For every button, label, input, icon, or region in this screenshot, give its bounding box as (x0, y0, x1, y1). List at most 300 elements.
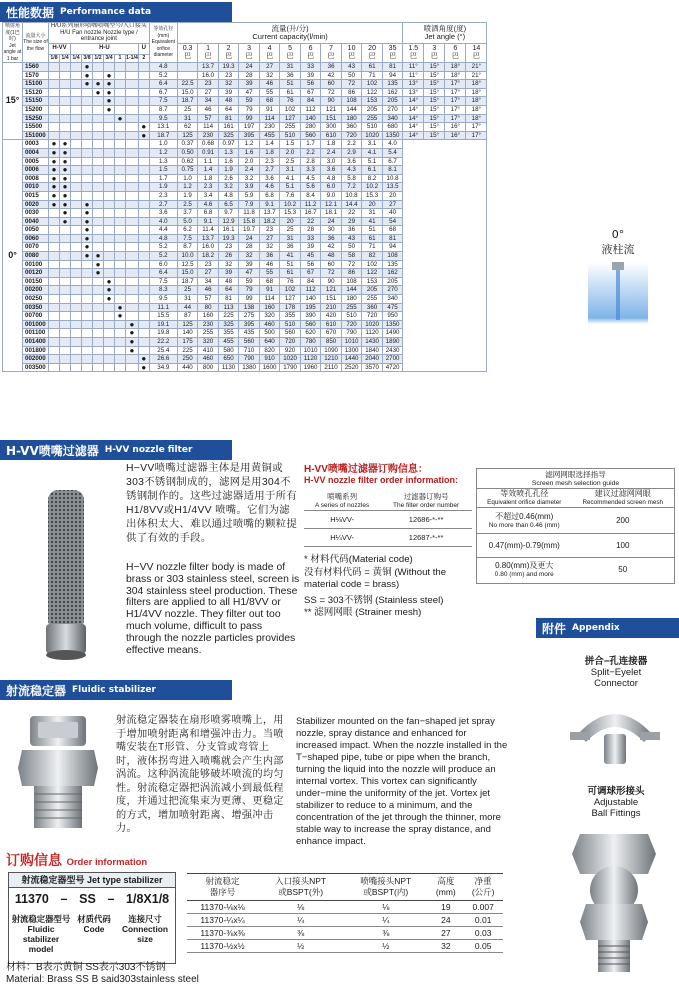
inlet-dot (93, 174, 104, 183)
inlet-dot (126, 226, 139, 235)
inlet-dot (60, 260, 71, 269)
pressure-value: 7 巴 (321, 43, 342, 63)
inlet-dot (115, 209, 126, 218)
flow-value: 19.3 (218, 63, 239, 72)
flow-value: 720 (341, 320, 362, 329)
inlet-dot: ● (115, 312, 126, 321)
flow-value: 15.8 (239, 217, 260, 226)
flow-value: 1020 (280, 355, 301, 364)
mesh-head-screen-cn: 建议过滤网网眼 (594, 489, 651, 498)
inlet-dot (49, 320, 60, 329)
inlet-dot (82, 320, 93, 329)
inlet-dot (138, 105, 149, 114)
inlet-dot: ● (104, 80, 115, 89)
inlet-dot (126, 191, 139, 200)
inlet-dot (126, 80, 139, 89)
inlet-dot (93, 105, 104, 114)
flow-value: 270 (382, 105, 403, 114)
jet-angle-value: 18° (466, 80, 487, 89)
flow-value: 48 (218, 97, 239, 106)
flow-value: 153 (362, 277, 383, 286)
inlet-dot (71, 97, 82, 106)
nozzle-code: 0080 (23, 252, 49, 261)
series-label: U (138, 43, 149, 54)
inlet-dot (71, 105, 82, 114)
pressure-value: 20 巴 (362, 43, 383, 63)
inlet-dot (49, 209, 60, 218)
material-note (6, 962, 199, 986)
inlet-dot (126, 114, 139, 123)
order-inlet: ⅜ (258, 927, 343, 940)
inlet-dot (60, 329, 71, 338)
inlet-dot (138, 303, 149, 312)
inlet-dot (138, 157, 149, 166)
orifice-header-en: Equivalent orifice diameter (151, 39, 175, 59)
inlet-dot (49, 97, 60, 106)
flow-value: 8.2 (362, 174, 383, 183)
nozzle-code: 1570 (23, 71, 49, 80)
inlet-dot (71, 286, 82, 295)
inlet-dot (82, 269, 93, 278)
flow-value: 33 (300, 63, 321, 72)
hvv-order-head-series (304, 490, 380, 511)
inlet-dot (104, 234, 115, 243)
order-model: 11370-⅜x⅜ (187, 927, 258, 940)
inlet-dot (60, 105, 71, 114)
flow-value: 255 (341, 303, 362, 312)
inlet-dot (82, 105, 93, 114)
inlet-dot (104, 63, 115, 72)
inlet-size: 2 (138, 54, 149, 63)
inlet-dot (71, 148, 82, 157)
pressure-unit: 巴 (245, 52, 253, 60)
inlet-dot (93, 97, 104, 106)
flow-value: 1600 (259, 363, 280, 372)
flow-value: 197 (239, 123, 260, 132)
nozzle-code: 00100 (23, 260, 49, 269)
inlet-dot (138, 346, 149, 355)
flow-value: 460 (198, 355, 219, 364)
flow-value: 160 (259, 303, 280, 312)
mesh-guide-box (476, 468, 675, 584)
performance-table (2, 22, 487, 372)
jet-angle-value: 15° (424, 114, 445, 123)
order-inlet: ⅛ (258, 901, 343, 914)
stabilizer-title-cn: 射流稳定器 (6, 683, 67, 698)
inlet-dot (49, 63, 60, 72)
jet-angle-value: 15° (424, 88, 445, 97)
nozzle-code: 00700 (23, 312, 49, 321)
order-height: 24 (428, 914, 463, 927)
flow-value: 0.91 (198, 148, 219, 157)
flow-value: 48 (218, 277, 239, 286)
flow-value: 5.6 (300, 183, 321, 192)
inlet-dot (126, 217, 139, 226)
inlet-dot: ● (60, 183, 71, 192)
inlet-dot (49, 80, 60, 89)
flow-value: 710 (239, 346, 260, 355)
angle-pressure-value: 14 巴 (466, 43, 487, 63)
inlet-dot: ● (82, 217, 93, 226)
order-code-material: SS (79, 892, 96, 906)
appendix-title-cn: 附件 (542, 621, 567, 636)
flow-value: 610 (321, 320, 342, 329)
flow-value: 64 (218, 105, 239, 114)
flow-value: 500 (259, 329, 280, 338)
inlet-dot (49, 123, 60, 132)
flow-value: 10.2 (362, 183, 383, 192)
nozzle-code: 0015 (23, 191, 49, 200)
inlet-dot (115, 329, 126, 338)
flow-value: 1790 (280, 363, 301, 372)
inlet-dot: ● (82, 200, 93, 209)
flow-value: 8.4 (300, 191, 321, 200)
inlet-dot (82, 183, 93, 192)
flow-value: 36 (280, 243, 301, 252)
jet-angle-value: 18° (466, 97, 487, 106)
flow-value: 510 (362, 123, 383, 132)
flow-value: 9.1 (198, 217, 219, 226)
zero-angle-area (403, 140, 487, 372)
inlet-dot (82, 329, 93, 338)
flow-value: 510 (280, 131, 301, 140)
order-weight: 0.01 (463, 914, 503, 927)
inlet-dot (82, 148, 93, 157)
order-code-dash: – (60, 892, 68, 906)
inlet-dot (115, 80, 126, 89)
orifice-value: 5.2 (149, 71, 177, 80)
order-head-inlet-1: 入口接头NPT (275, 876, 327, 886)
inlet-dot (60, 277, 71, 286)
flow-value: 46 (198, 105, 219, 114)
flow-value: 56 (300, 260, 321, 269)
jet-angle-value: 17° (445, 97, 466, 106)
flow-value: 61 (280, 88, 301, 97)
order-code-dash: – (107, 892, 115, 906)
flow-value: 1.0 (177, 174, 198, 183)
flow-value: 2.0 (280, 148, 301, 157)
hvv-description-cn: H−VV喷嘴过滤器主体是用黄铜或303不锈钢制成的，滤网是用304不锈钢制作的。这些过滤器适用于所有H1/8VV或H1/4VV 喷嘴。它们为滤出体积太大、难以通过喷嘴的颗粒提供了有效的手段。 (126, 463, 298, 544)
flow-value: 3.2 (218, 183, 239, 192)
inlet-dot: ● (126, 346, 139, 355)
order-label-size-cn: 连接尺寸 (128, 914, 162, 924)
mesh-head-screen (571, 489, 674, 508)
inlet-dot (126, 209, 139, 218)
inlet-dot (93, 286, 104, 295)
inlet-dot (71, 166, 82, 175)
solid-stream-label: 液柱流 (601, 243, 635, 256)
nozzle-code: 15120 (23, 88, 49, 97)
inlet-dot (93, 234, 104, 243)
flow-value: 42 (321, 71, 342, 80)
inlet-dot (115, 338, 126, 347)
inlet-dot (138, 148, 149, 157)
flow-value: 11.4 (198, 226, 219, 235)
inlet-dot: ● (115, 114, 126, 123)
jet-angle-value: 14° (403, 97, 424, 106)
nozzle-code: 001100 (23, 329, 49, 338)
inlet-dot (71, 303, 82, 312)
flow-value: 58 (341, 252, 362, 261)
inlet-dot (93, 346, 104, 355)
flow-value: 4.5 (300, 174, 321, 183)
jet-angle-value: 15° (424, 80, 445, 89)
flow-value: 1350 (382, 320, 403, 329)
flow-value: 2.3 (259, 157, 280, 166)
jet-angle-value: 11° (403, 63, 424, 72)
hvv-description-en: H−VV nozzle filter body is made of brass or 303 stainless steel, screen is 304 stainless steel production. These filters are applied to all H1/8VV or H1/4VV nozzle. They filter out too much volume, difficult to pass through the nozzle particles provides effective means. (126, 562, 300, 656)
inlet-dot (115, 200, 126, 209)
flow-value: 440 (177, 363, 198, 372)
hvv-title-en: H-VV nozzle filter (104, 445, 193, 455)
flow-value: 23 (198, 260, 219, 269)
inlet-dot (71, 243, 82, 252)
orifice-header-cn: 等效孔径(mm) (153, 26, 174, 39)
flow-value: 162 (382, 88, 403, 97)
flow-value: 7.5 (177, 234, 198, 243)
inlet-dot: ● (115, 303, 126, 312)
flow-value: 720 (341, 131, 362, 140)
inlet-dot (82, 131, 93, 140)
performance-section-header (0, 2, 232, 22)
inlet-dot (138, 286, 149, 295)
flow-value: 320 (198, 338, 219, 347)
flow-value: 650 (218, 355, 239, 364)
flow-value: 67 (300, 269, 321, 278)
inlet-dot (104, 320, 115, 329)
mesh-value: 50 (618, 565, 628, 575)
hvv-order-head-number-cn: 过滤器订购号 (403, 492, 449, 501)
order-height: 32 (428, 940, 463, 953)
hvv-note-brass: 没有材料代码 = 黄铜 (Without the material code = brass) (304, 566, 447, 590)
angle-header-cn: 喷射角度(1巴时) (4, 23, 20, 42)
flow-value: 1.5 (280, 140, 301, 149)
flow-value: 42 (321, 243, 342, 252)
jet-angle-value: 21° (466, 71, 487, 80)
flow-value: 27 (259, 63, 280, 72)
flow-value: 1130 (218, 363, 239, 372)
pressure-value: 5 巴 (280, 43, 301, 63)
order-model: 11370-⅛x⅛ (187, 901, 258, 914)
flow-value: 360 (341, 123, 362, 132)
flow-value: 41 (362, 217, 383, 226)
inlet-dot: ● (104, 295, 115, 304)
flow-value: 8.1 (382, 166, 403, 175)
flow-value: 25 (177, 105, 198, 114)
flow-value (177, 63, 198, 72)
flow-value: 230 (259, 123, 280, 132)
inlet-dot (60, 71, 71, 80)
flow-value: 475 (382, 303, 403, 312)
flow-value: 355 (280, 312, 301, 321)
inlet-dot (104, 252, 115, 261)
inlet-dot (93, 114, 104, 123)
flow-value: 16.1 (218, 226, 239, 235)
inlet-dot (49, 234, 60, 243)
inlet-dot (138, 209, 149, 218)
inlet-dot (71, 277, 82, 286)
flow-value: 4.8 (218, 191, 239, 200)
flow-value: 90 (321, 97, 342, 106)
inlet-dot (71, 329, 82, 338)
flow-value: 54 (382, 217, 403, 226)
nozzle-code: 0005 (23, 157, 49, 166)
inlet-dot (93, 148, 104, 157)
performance-row (3, 140, 487, 149)
flow-value: 13.7 (198, 234, 219, 243)
nozzle-code: 0060 (23, 234, 49, 243)
inlet-dot (82, 286, 93, 295)
split-eyelet-caption (556, 656, 676, 689)
flow-value: 9.1 (259, 200, 280, 209)
mesh-orifice-cn: 0.80(mm)及更大 (495, 560, 554, 570)
inlet-dot (126, 252, 139, 261)
flow-value: 2110 (321, 363, 342, 372)
inlet-dot (115, 355, 126, 364)
inlet-dot (115, 252, 126, 261)
inlet-dot (104, 140, 115, 149)
orifice-value: 4.4 (149, 226, 177, 235)
flow-value: 57 (198, 295, 219, 304)
hvv-order-row (304, 529, 472, 547)
inlet-dot (49, 312, 60, 321)
inlet-dot (93, 131, 104, 140)
series-header (49, 23, 150, 44)
inlet-dot (60, 80, 71, 89)
inlet-dot (115, 97, 126, 106)
flow-value: 255 (362, 295, 383, 304)
inlet-dot: ● (60, 148, 71, 157)
flow-value: 51 (280, 260, 301, 269)
inlet-dot (93, 226, 104, 235)
pressure-value: 6 巴 (300, 43, 321, 63)
inlet-dot (115, 148, 126, 157)
hvv-title-cn: H-VV喷嘴过滤器 (6, 443, 99, 458)
flow-value: 16.7 (300, 209, 321, 218)
appendix-section-header (536, 618, 679, 638)
ball-fitting-en2: Ball Fittings (591, 808, 641, 819)
inlet-dot: ● (126, 338, 139, 347)
orifice-value: 4.0 (149, 217, 177, 226)
inlet-dot: ● (82, 80, 93, 89)
inlet-dot (93, 312, 104, 321)
inlet-size: 1-1/4 (126, 55, 138, 61)
flow-value: 1430 (362, 338, 383, 347)
flow-value: 11.8 (239, 209, 260, 218)
order-head-inlet (258, 874, 343, 901)
inlet-dot (82, 346, 93, 355)
inlet-dot: ● (82, 226, 93, 235)
flow-value: 3570 (362, 363, 383, 372)
inlet-dot (138, 200, 149, 209)
inlet-dot (60, 338, 71, 347)
orifice-header (149, 23, 177, 63)
flow-value: 102 (280, 105, 301, 114)
inlet-dot (115, 174, 126, 183)
order-head-height-1: 高度 (437, 876, 455, 886)
mesh-row (477, 508, 674, 534)
inlet-dot (82, 260, 93, 269)
inlet-dot (93, 140, 104, 149)
flow-value: 19.3 (218, 234, 239, 243)
inlet-dot (71, 174, 82, 183)
inlet-dot (138, 88, 149, 97)
flow-value: 16.0 (198, 243, 219, 252)
inlet-dot (82, 355, 93, 364)
flow-value: 72 (321, 88, 342, 97)
inlet-dot (49, 252, 60, 261)
flow-value: 6.1 (362, 166, 383, 175)
order-height: 27 (428, 927, 463, 940)
inlet-dot: ● (82, 63, 93, 72)
pressure-unit: 巴 (389, 52, 397, 60)
nozzle-code: 0004 (23, 148, 49, 157)
nozzle-code: 151000 (23, 131, 49, 140)
flow-value: 121 (321, 105, 342, 114)
flow-value: 560 (280, 329, 301, 338)
inlet-dot (104, 174, 115, 183)
flow-value: 140 (177, 329, 198, 338)
flow-value: 39 (300, 71, 321, 80)
inlet-dot (93, 277, 104, 286)
flow-value: 3.1 (362, 140, 383, 149)
flow-value: 2.9 (341, 148, 362, 157)
inlet-dot (115, 269, 126, 278)
stabilizer-photo (16, 712, 100, 832)
inlet-dot (138, 226, 149, 235)
flow-value: 114 (198, 123, 219, 132)
flow-value: 4.6 (198, 200, 219, 209)
jet-angle-value: 18° (466, 88, 487, 97)
flow-value: 68 (382, 226, 403, 235)
inlet-dot: ● (104, 97, 115, 106)
flow-value: 1350 (382, 131, 403, 140)
flow-value: 28 (239, 243, 260, 252)
inlet-dot (126, 243, 139, 252)
flow-value: 2.2 (341, 140, 362, 149)
flow-value: 29 (341, 217, 362, 226)
orifice-value: 9.5 (149, 114, 177, 123)
inlet-dot (138, 320, 149, 329)
flow-value: 18.7 (177, 277, 198, 286)
inlet-dot (49, 286, 60, 295)
flow-value: 6.5 (218, 200, 239, 209)
flow-value: 61 (362, 234, 383, 243)
flow-value: 6.7 (382, 157, 403, 166)
flow-value: 1960 (300, 363, 321, 372)
flow-value: 1.9 (177, 191, 198, 200)
flow-value: 24 (239, 63, 260, 72)
flow-value: 3.7 (177, 209, 198, 218)
pressure-value: 2 巴 (218, 43, 239, 63)
flow-value: 18.2 (259, 217, 280, 226)
inlet-dot (138, 329, 149, 338)
orifice-value: 8.3 (149, 286, 177, 295)
flow-value: 510 (341, 312, 362, 321)
flow-value: 1.2 (239, 140, 260, 149)
flow-value: 108 (341, 97, 362, 106)
series-label: H-U (71, 43, 139, 54)
flow-value: 455 (259, 131, 280, 140)
hvv-note-ss: SS = 303不锈钢 (Stainless steel) (304, 594, 444, 606)
inlet-dot (138, 295, 149, 304)
flow-value: 39 (218, 88, 239, 97)
flow-value: 72 (321, 269, 342, 278)
inlet-dot (71, 320, 82, 329)
hvv-order-title (304, 460, 504, 485)
inlet-dot (71, 363, 82, 372)
flow-value: 1.6 (239, 148, 260, 157)
